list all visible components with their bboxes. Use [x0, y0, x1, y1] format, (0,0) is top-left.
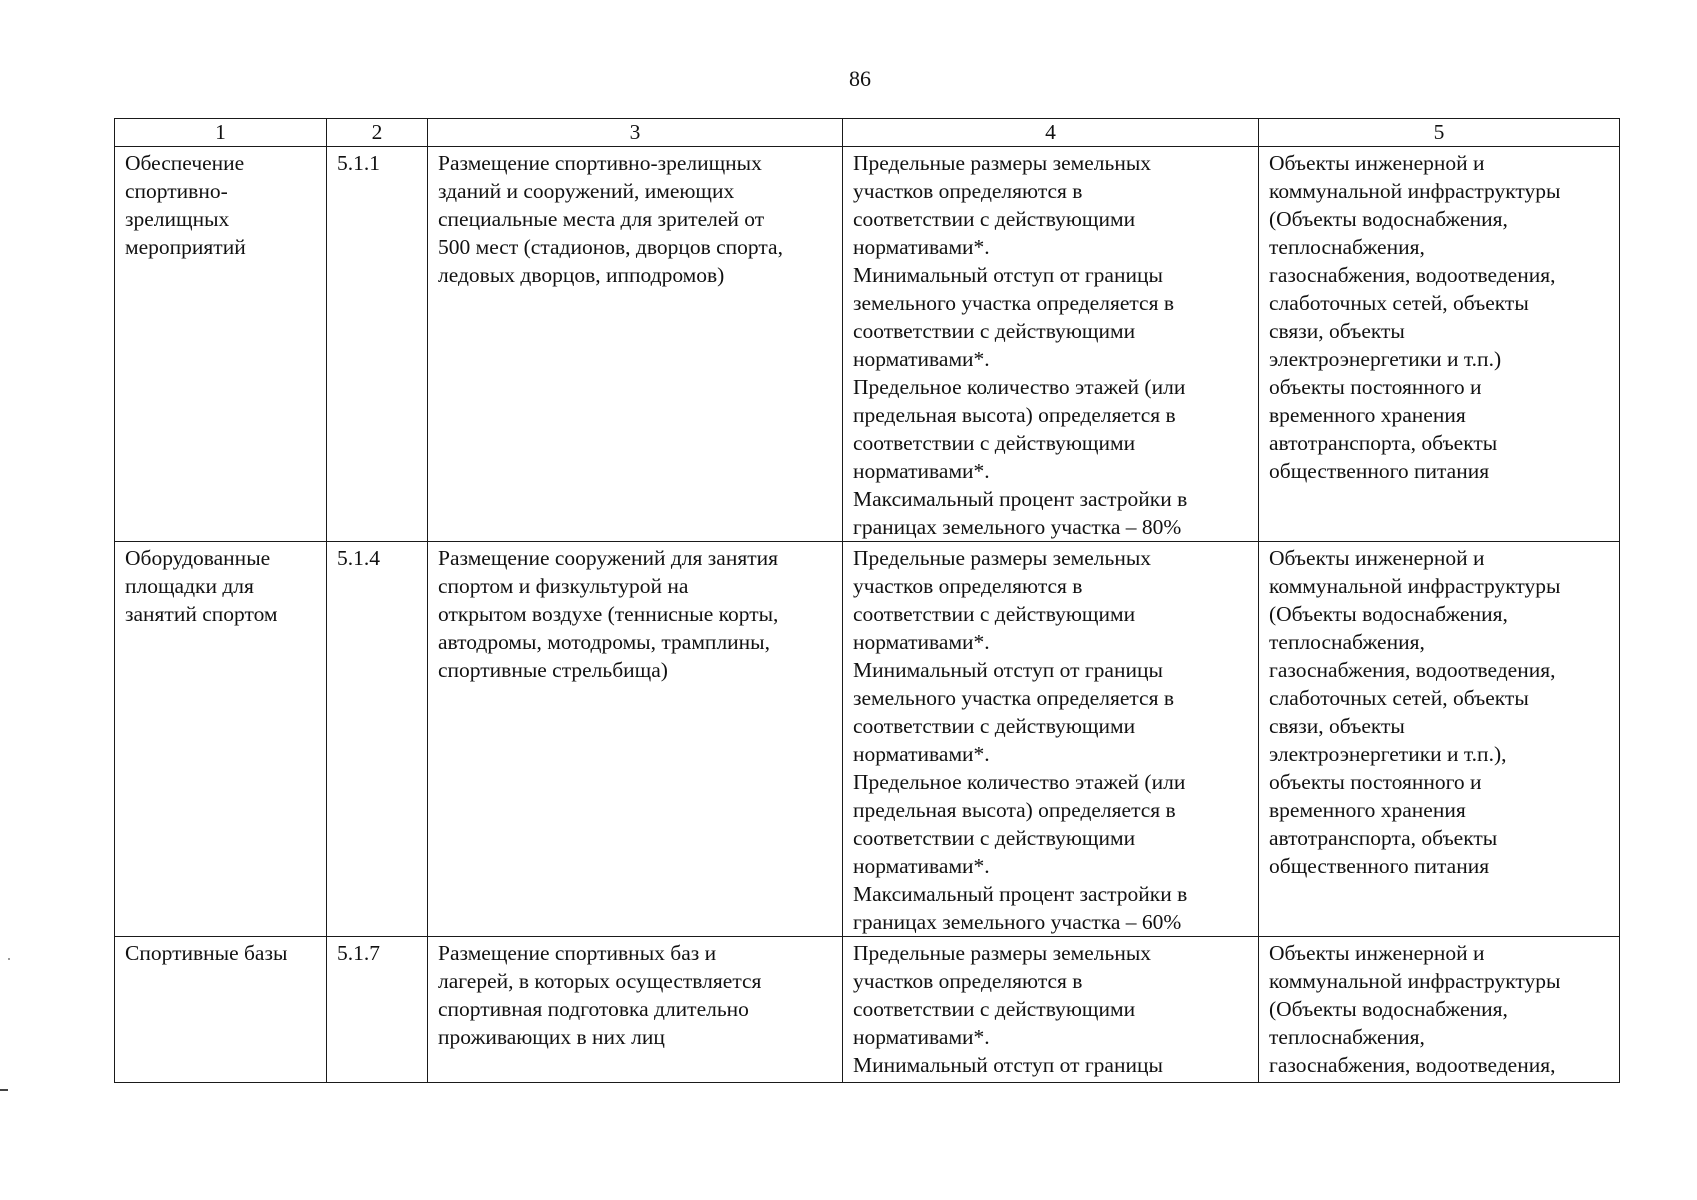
cell-line: мероприятий	[125, 235, 246, 259]
cell-line: Объекты инженерной и	[1269, 546, 1485, 570]
cell-line: предельная высота) определяется в	[853, 798, 1176, 822]
page-number: 86	[849, 66, 871, 91]
cell-line: Предельные размеры земельных	[853, 151, 1152, 175]
cell-line: соответствии с действующими	[853, 431, 1136, 455]
cell-line: проживающих в них лиц	[438, 1025, 665, 1049]
column-header-2: 2	[327, 119, 428, 147]
use-type-cell	[115, 542, 327, 937]
cell-line: спортивная подготовка длительно	[438, 997, 749, 1021]
cell-line: связи, объекты	[1269, 319, 1405, 343]
cell-line: (Объекты водоснабжения,	[1269, 207, 1508, 231]
cell-line: Максимальный процент застройки в	[853, 487, 1188, 511]
cell-line: коммунальной инфраструктуры	[1269, 179, 1561, 203]
cell-line: участков определяются в	[853, 969, 1083, 993]
cell-line: участков определяются в	[853, 179, 1083, 203]
cell-line: объекты постоянного и	[1269, 375, 1482, 399]
cell-line: электроэнергетики и т.п.),	[1269, 742, 1507, 766]
cell-line: земельного участка определяется в	[853, 291, 1174, 315]
column-header-3: 3	[428, 119, 843, 147]
cell-line: коммунальной инфраструктуры	[1269, 969, 1561, 993]
cell-line: автотранспорта, объекты	[1269, 826, 1498, 850]
cell-line: газоснабжения, водоотведения,	[1269, 658, 1556, 682]
cell-line: (Объекты водоснабжения,	[1269, 997, 1508, 1021]
cell-line: Предельное количество этажей (или	[853, 375, 1186, 399]
use-code-cell	[327, 542, 428, 937]
cell-line: связи, объекты	[1269, 714, 1405, 738]
parameters-cell	[843, 542, 1259, 937]
cell-line: газоснабжения, водоотведения,	[1269, 1053, 1556, 1077]
cell-line: 500 мест (стадионов, дворцов спорта,	[438, 235, 783, 259]
cell-line: занятий спортом	[125, 602, 278, 626]
use-code-cell	[327, 937, 428, 1083]
use-description-cell	[428, 542, 843, 937]
cell-line: слаботочных сетей, объекты	[1269, 686, 1529, 710]
cell-line: соответствии с действующими	[853, 207, 1136, 231]
cell-line: Минимальный отступ от границы	[853, 1053, 1163, 1077]
cell-line: Максимальный процент застройки в	[853, 882, 1188, 906]
cell-line: Предельное количество этажей (или	[853, 770, 1186, 794]
auxiliary-uses-cell	[1259, 542, 1620, 937]
cell-line: соответствии с действующими	[853, 602, 1136, 626]
cell-line: автотранспорта, объекты	[1269, 431, 1498, 455]
cell-line: общественного питания	[1269, 854, 1490, 878]
cell-line: нормативами*.	[853, 1025, 990, 1049]
cell-line: спортивные стрельбища)	[438, 658, 668, 682]
cell-line: Размещение сооружений для занятия	[438, 546, 779, 570]
use-description-cell	[428, 147, 843, 542]
column-header-1: 1	[115, 119, 327, 147]
cell-line: Обеспечение	[125, 151, 245, 175]
cell-line: нормативами*.	[853, 854, 990, 878]
cell-line: слаботочных сетей, объекты	[1269, 291, 1529, 315]
cell-line: Оборудованные	[125, 546, 271, 570]
cell-line: нормативами*.	[853, 347, 990, 371]
cell-line: открытом воздухе (теннисные корты,	[438, 602, 779, 626]
cell-line: газоснабжения, водоотведения,	[1269, 263, 1556, 287]
scan-margin-dot	[8, 958, 10, 960]
cell-line: Предельные размеры земельных	[853, 941, 1152, 965]
cell-line: предельная высота) определяется в	[853, 403, 1176, 427]
cell-line: теплоснабжения,	[1269, 235, 1425, 259]
cell-line: общественного питания	[1269, 459, 1490, 483]
cell-line: 5.1.4	[337, 546, 380, 570]
use-description-cell	[428, 937, 843, 1083]
cell-line: зрелищных	[125, 207, 230, 231]
auxiliary-uses-cell	[1259, 147, 1620, 542]
cell-line: Предельные размеры земельных	[853, 546, 1152, 570]
cell-line: лагерей, в которых осуществляется	[438, 969, 762, 993]
cell-line: нормативами*.	[853, 742, 990, 766]
cell-line: 5.1.7	[337, 941, 380, 965]
cell-line: объекты постоянного и	[1269, 770, 1482, 794]
cell-line: участков определяются в	[853, 574, 1083, 598]
use-type-cell	[115, 147, 327, 542]
cell-line: временного хранения	[1269, 798, 1466, 822]
column-header-5: 5	[1259, 119, 1620, 147]
table-row	[115, 937, 1620, 1083]
cell-line: границах земельного участка – 60%	[853, 910, 1182, 934]
table-row	[115, 542, 1620, 937]
cell-line: соответствии с действующими	[853, 997, 1136, 1021]
cell-line: спортом и физкультурой на	[438, 574, 689, 598]
cell-line: соответствии с действующими	[853, 319, 1136, 343]
cell-line: коммунальной инфраструктуры	[1269, 574, 1561, 598]
cell-line: нормативами*.	[853, 459, 990, 483]
cell-line: Объекты инженерной и	[1269, 941, 1485, 965]
cell-line: теплоснабжения,	[1269, 1025, 1425, 1049]
cell-line: автодромы, мотодромы, трамплины,	[438, 630, 771, 654]
auxiliary-uses-cell	[1259, 937, 1620, 1083]
cell-line: нормативами*.	[853, 235, 990, 259]
cell-line: специальные места для зрителей от	[438, 207, 765, 231]
cell-line: Минимальный отступ от границы	[853, 658, 1163, 682]
use-code-cell	[327, 147, 428, 542]
cell-line: соответствии с действующими	[853, 714, 1136, 738]
land-use-table	[114, 118, 1620, 1083]
table-header-row	[115, 119, 1620, 147]
cell-line: ледовых дворцов, ипподромов)	[438, 263, 725, 287]
cell-line: электроэнергетики и т.п.)	[1269, 347, 1502, 371]
parameters-cell	[843, 937, 1259, 1083]
use-type-cell	[115, 937, 327, 1083]
cell-line: Объекты инженерной и	[1269, 151, 1485, 175]
cell-line: Размещение спортивных баз и	[438, 941, 717, 965]
cell-line: временного хранения	[1269, 403, 1466, 427]
cell-line: 5.1.1	[337, 151, 380, 175]
cell-line: (Объекты водоснабжения,	[1269, 602, 1508, 626]
cell-line: Спортивные базы	[125, 941, 288, 965]
cell-line: зданий и сооружений, имеющих	[438, 179, 735, 203]
cell-line: нормативами*.	[853, 630, 990, 654]
cell-line: площадки для	[125, 574, 254, 598]
cell-line: границах земельного участка – 80%	[853, 515, 1182, 539]
cell-line: Размещение спортивно-зрелищных	[438, 151, 762, 175]
cell-line: соответствии с действующими	[853, 826, 1136, 850]
cell-line: Минимальный отступ от границы	[853, 263, 1163, 287]
scan-margin-mark	[0, 1089, 8, 1091]
parameters-cell	[843, 147, 1259, 542]
column-header-4: 4	[843, 119, 1259, 147]
cell-line: земельного участка определяется в	[853, 686, 1174, 710]
table-row	[115, 147, 1620, 542]
cell-line: спортивно-	[125, 179, 228, 203]
cell-line: теплоснабжения,	[1269, 630, 1425, 654]
